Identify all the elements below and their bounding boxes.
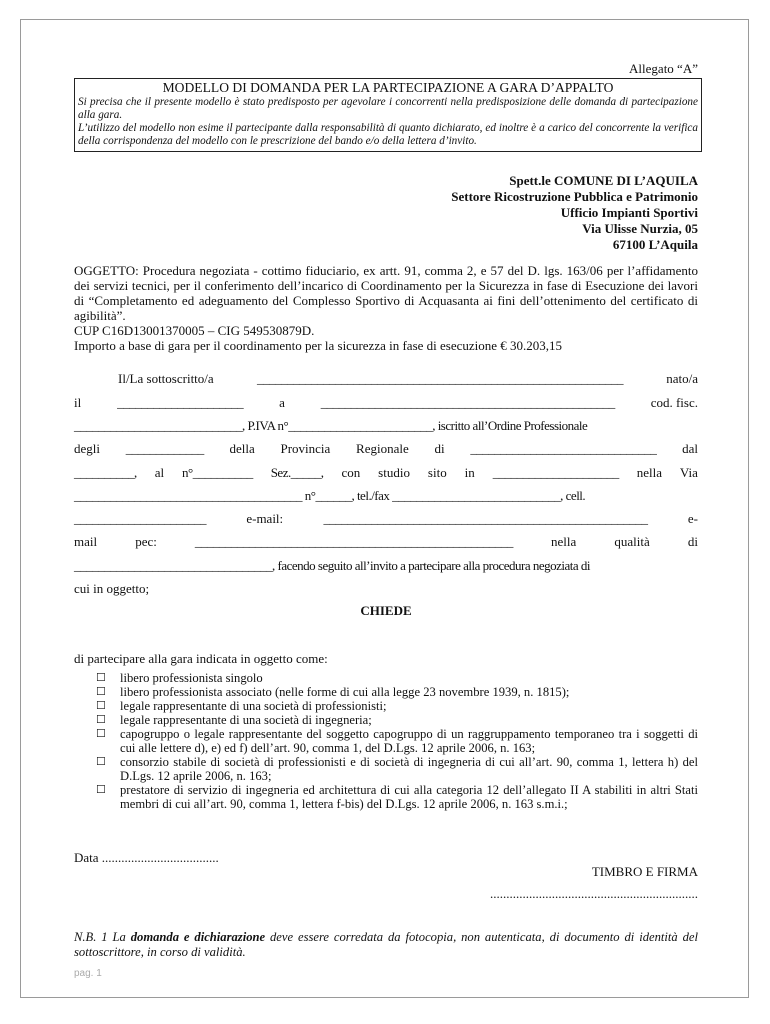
form-label: cui in oggetto;	[74, 581, 150, 596]
participation-options	[96, 671, 698, 811]
address-phone-line[interactable]: ______________________________________ n°______, tel./fax ____________________________, cell.	[74, 488, 586, 503]
birth-place-blank[interactable]: _________________________________________________	[320, 395, 615, 410]
nb-prefix: N.B. 1 La	[74, 930, 131, 944]
option-item[interactable]	[96, 713, 698, 727]
form-label: di	[434, 441, 445, 456]
form-label: degli	[74, 441, 100, 456]
chiede-heading: CHIEDE	[360, 603, 412, 618]
cell-blank[interactable]: ______________________	[74, 511, 206, 526]
form-label: e-mail:	[246, 511, 284, 526]
option-item[interactable]	[96, 727, 698, 755]
checkbox-icon[interactable]: ☐	[96, 686, 106, 698]
section-blank[interactable]: Sez._____,	[270, 465, 324, 480]
form-line-6	[74, 488, 698, 503]
participation-intro: di partecipare alla gara indicata in oggetto come:	[74, 651, 328, 666]
checkbox-icon[interactable]: ☐	[96, 728, 106, 740]
form-label: Il/La sottoscritto/a	[118, 371, 214, 386]
email-blank[interactable]: ______________________________________________________	[323, 511, 648, 526]
form-line-10	[74, 581, 698, 596]
form-label: qualità	[614, 534, 650, 549]
recipient-address	[451, 173, 698, 253]
option-item[interactable]	[96, 671, 698, 685]
form-label: il	[74, 395, 82, 410]
recipient-line: Settore Ricostruzione Pubblica e Patrimonio	[451, 189, 698, 204]
birth-date-blank[interactable]: _____________________	[117, 395, 244, 410]
order-blank[interactable]: _____________	[125, 441, 204, 456]
form-label: in	[464, 465, 475, 480]
stamp-signature-label: TIMBRO E FIRMA	[591, 864, 698, 879]
recipient-line: 67100 L’Aquila	[612, 237, 698, 252]
form-line-7	[74, 511, 698, 526]
form-label: al	[154, 465, 165, 480]
signature-line[interactable]: ................................................................	[490, 886, 698, 901]
form-line-3	[74, 418, 698, 433]
form-line-4	[74, 441, 698, 456]
allegato-label: Allegato “A”	[629, 61, 698, 76]
option-label: prestatore di servizio di ingegneria ed architettura di cui alla categoria 12 dell’allegato II A stabiliti in altri Stati membri di cui all’art. 90, comma 1, lettera f-bis) del D.Lgs. 12 aprile 2006, n. 163 s.m.i.;	[120, 783, 698, 811]
role-line[interactable]: _________________________________, facendo seguito all’invito a partecipare alla procedura negoziata di	[74, 558, 590, 573]
form-label: nella	[551, 534, 577, 549]
date-field[interactable]: Data ....................................	[74, 850, 219, 865]
nota-bene	[74, 930, 698, 960]
form-label: di	[687, 534, 698, 549]
recipient-line: Via Ulisse Nurzia, 05	[582, 221, 698, 236]
recipient-line: Spett.le COMUNE DI L’AQUILA	[509, 173, 698, 188]
checkbox-icon[interactable]: ☐	[96, 756, 106, 768]
form-label: mail	[74, 534, 98, 549]
option-label: consorzio stabile di società di professionisti e di società di ingegneria di cui all’art. 90, comma 1, lettera h) del D.Lgs. 12 aprile 2006, n. 163;	[120, 755, 698, 783]
option-label: capogruppo o legale rappresentante del soggetto capogruppo di un raggruppamento temporaneo tra i soggetti di cui alle lettere d), e) ed f) dell’art. 90, comma 1, del D.Lgs. 12 aprile 2006, n. 163;	[120, 727, 698, 755]
form-label: Provincia	[280, 441, 331, 456]
checkbox-icon[interactable]: ☐	[96, 672, 106, 684]
base-amount: Importo a base di gara per il coordinamento per la sicurezza in fase di esecuzione € 30.203,15	[74, 338, 563, 353]
form-label: Via	[679, 465, 698, 480]
checkbox-icon[interactable]: ☐	[96, 714, 106, 726]
form-label: nella	[636, 465, 662, 480]
city-blank[interactable]: _____________________	[492, 465, 619, 480]
recipient-line: Ufficio Impianti Sportivi	[560, 205, 698, 220]
form-line-8	[74, 534, 698, 549]
option-item[interactable]	[96, 699, 698, 713]
nb-bold: domanda e dichiarazione	[130, 930, 266, 944]
option-label: libero professionista associato (nelle forme di cui alla legge 23 novembre 1939, n. 1815);	[120, 685, 570, 699]
option-label: libero professionista singolo	[120, 671, 263, 685]
instructions-note-2: L’utilizzo del modello non esime il partecipante dalla responsabilità di quanto dichiarato, ed inoltre è a carico del concorrente la verifica della corrispondenza del modello con le prescrizione del bando e/o della lettera d’invito.	[78, 122, 698, 147]
option-label: legale rappresentante di una società di ingegneria;	[120, 713, 372, 727]
option-item[interactable]	[96, 755, 698, 783]
form-label: della	[229, 441, 255, 456]
form-label: Regionale	[356, 441, 409, 456]
fiscal-code-piva-line[interactable]: ____________________________, P.IVA n°________________________, iscritto all’Ordine Professionale	[74, 418, 588, 433]
name-blank[interactable]: _____________________________________________________________	[256, 371, 623, 386]
form-label: con	[341, 465, 361, 480]
form-line-9	[74, 558, 698, 573]
number-blank[interactable]: n°__________	[182, 465, 253, 480]
form-label: cod. fisc.	[650, 395, 698, 410]
cup-cig: CUP C16D13001370005 – CIG 549530879D.	[74, 323, 315, 338]
form-label: a	[279, 395, 285, 410]
since-blank[interactable]: __________,	[74, 465, 137, 480]
form-label: nato/a	[666, 371, 698, 386]
checkbox-icon[interactable]: ☐	[96, 700, 106, 712]
option-item[interactable]	[96, 783, 698, 811]
subject-section	[74, 263, 698, 353]
form-line-1	[74, 371, 698, 386]
option-item[interactable]	[96, 685, 698, 699]
page-number: pag. 1	[74, 968, 102, 979]
form-line-2	[74, 395, 698, 410]
pec-blank[interactable]: _____________________________________________________	[194, 534, 513, 549]
form-label: e-	[687, 511, 698, 526]
form-title: MODELLO DI DOMANDA PER LA PARTECIPAZIONE A GARA D’APPALTO	[162, 80, 614, 95]
checkbox-icon[interactable]: ☐	[96, 784, 106, 796]
form-label: dal	[682, 441, 698, 456]
subject-text: OGGETTO: Procedura negoziata - cottimo fiduciario, ex artt. 91, comma 2, e 57 del D. lgs. 163/06 per l’affidamento dei servizi tecnici, per il conferimento dell’incarico di Coordinamento per la Sicurezza in fase di Esecuzione dei lavori di “Completamento ed adeguamento del Complesso Sportivo di Acquasanta ai fini dell’ottenimento del certificato di agibilità”.	[74, 263, 698, 323]
nb-suffix: deve essere corredata da fotocopia, non autenticata, di documento di identità del sottoscrittore, in corso di validità.	[74, 930, 698, 959]
instructions-box	[74, 78, 702, 152]
form-label: sito	[427, 465, 447, 480]
form-label: pec:	[135, 534, 157, 549]
form-line-5	[74, 465, 698, 480]
form-label: studio	[378, 465, 410, 480]
instructions-note-1: Si precisa che il presente modello è stato predisposto per agevolare i concorrenti nella predisposizione delle domanda di partecipazione alla gara.	[78, 96, 698, 121]
province-blank[interactable]: _______________________________	[470, 441, 657, 456]
option-label: legale rappresentante di una società di professionisti;	[120, 699, 387, 713]
